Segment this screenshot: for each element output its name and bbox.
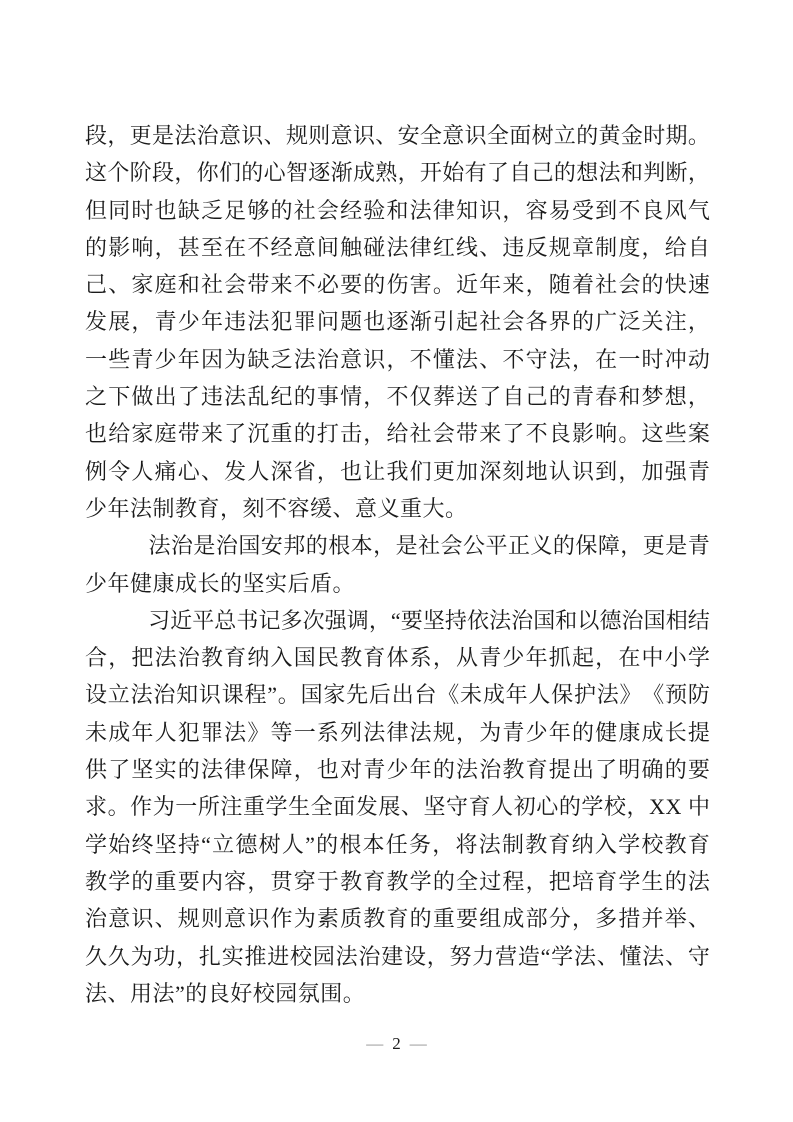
document-body [85, 117, 710, 1012]
text-line: 供 了 坚 实 的 法 律 保 障 ， 也 对 青 少 年 的 法 治 教 育 提 出 了 明 确 的 要 [85, 757, 710, 783]
text-line: 己 、 家 庭 和 社 会 带 来 不 必 要 的 伤 害 。 近 年 来 ， 随 着 社 会 的 快 速 [85, 272, 710, 298]
text-line: 段 ， 更 是 法 治 意 识 、 规 则 意 识 、 安 全 意 识 全 面 树 立 的 黄 金 时 期 。 [85, 123, 710, 148]
page-number: 2 [392, 1034, 401, 1053]
footer-dash-right: — [409, 1034, 427, 1053]
text-line: 之 下 做 出 了 违 法 乱 纪 的 事 情 ， 不 仅 葬 送 了 自 己 的 青 春 和 梦 想 ， [85, 384, 710, 410]
text-line: 也 给 家 庭 带 来 了 沉 重 的 打 击 ， 给 社 会 带 来 了 不 良 影 响 。 这 些 案 [85, 421, 710, 447]
text-line: 教 学 的 重 要 内 容 ， 贯 穿 于 教 育 教 学 的 全 过 程 ， 把 培 育 学 生 的 法 [85, 868, 710, 894]
paragraph-indent [85, 552, 148, 553]
text-line: 求 。 作 为 一 所 注 重 学 生 全 面 发 展 、 坚 守 育 人 初 心 的 学 校 ， X X 中 [85, 794, 710, 820]
text-line: 学 始 终 坚 持 “ 立 德 树 人 ” 的 根 本 任 务 ， 将 法 制 教 育 纳 入 学 校 教 育 [85, 831, 710, 857]
text-line: 设 立 法 治 知 识 课 程 ” 。 国 家 先 后 出 台 《 未 成 年 人 保 护 法 》 《 预 防 [85, 682, 710, 708]
text-line: 发 展 ， 青 少 年 违 法 犯 罪 问 题 也 逐 渐 引 起 社 会 各 界 的 广 泛 关 注 ， [85, 309, 710, 335]
text-line: 少年法制教育，刻不容缓、意义重大。 [85, 495, 468, 521]
text-line: 法 治 是 治 国 安 邦 的 根 本 ， 是 社 会 公 平 正 义 的 保 障 ， 更 是 青 [85, 527, 710, 564]
text-line: 这 个 阶 段 ， 你 们 的 心 智 逐 渐 成 熟 ， 开 始 有 了 自 己 的 想 法 和 判 断 ， [85, 160, 710, 186]
text-line: 治 意 识 、 规 则 意 识 作 为 素 质 教 育 的 重 要 组 成 部 分 ， 多 措 并 举 、 [85, 906, 710, 932]
page-number-footer [0, 1034, 793, 1054]
text-line: 例 令 人 痛 心 、 发 人 深 省 ， 也 让 我 们 更 加 深 刻 地 认 识 到 ， 加 强 青 [85, 458, 710, 484]
paragraph-indent [85, 627, 148, 628]
text-line: 合 ， 把 法 治 教 育 纳 入 国 民 教 育 体 系 ， 从 青 少 年 抓 起 ， 在 中 小 学 [85, 645, 710, 671]
text-line: 法、用法”的良好校园氛围。 [85, 980, 366, 1006]
text-line: 少年健康成长的坚实后盾。 [85, 570, 356, 596]
text-line: 一 些 青 少 年 因 为 缺 乏 法 治 意 识 ， 不 懂 法 、 不 守 法 ， 在 一 时 冲 动 [85, 346, 710, 372]
text-line: 但 同 时 也 缺 乏 足 够 的 社 会 经 验 和 法 律 知 识 ， 容 易 受 到 不 良 风 气 [85, 197, 710, 223]
text-line: 未 成 年 人 犯 罪 法 》 等 一 系 列 法 律 法 规 ， 为 青 少 年 的 健 康 成 长 提 [85, 719, 710, 745]
text-line: 习 近 平 总 书 记 多 次 强 调 ， “ 要 坚 持 依 法 治 国 和 以 德 治 国 相 结 [85, 602, 710, 639]
footer-dash-left: — [366, 1034, 384, 1053]
text-line: 久 久 为 功 ， 扎 实 推 进 校 园 法 治 建 设 ， 努 力 营 造 “ 学 法 、 懂 法 、 守 [85, 943, 710, 969]
text-line: 的 影 响 ， 甚 至 在 不 经 意 间 触 碰 法 律 红 线 、 违 反 规 章 制 度 ， 给 自 [85, 234, 710, 260]
